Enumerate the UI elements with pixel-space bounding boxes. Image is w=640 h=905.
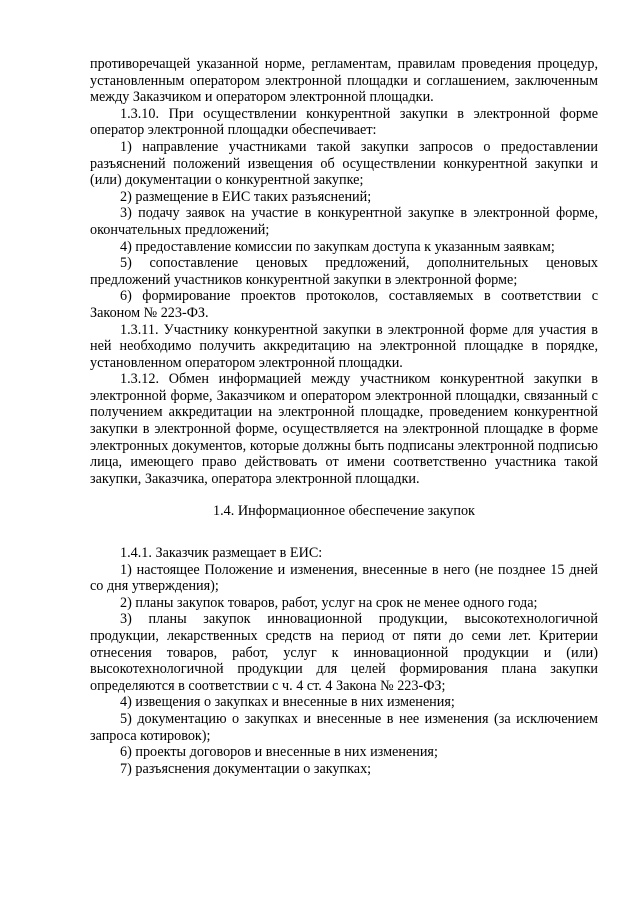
- document-page: [90, 56, 598, 777]
- clause-1-4-1: 1.4.1. Заказчик размещает в ЕИС:: [120, 545, 323, 562]
- section-list-item-3: 3) планы закупок инновационной продукции, высокотехнологичной продукции, лекарственных средств на период от пяти до семи лет. Критерии отнесения товаров, работ, услуг к инновационной продукции и (или) высокотехнологичной продукции для целей формирования плана закупки определяются в соответствии с ч. 4 ст. 4 Закона № 223-ФЗ;: [90, 611, 598, 694]
- section-list-item-5: 5) документацию о закупках и внесенные в нее изменения (за исключением запроса котировок);: [90, 710, 598, 744]
- list-item-3: 3) подачу заявок на участие в конкурентной закупке в электронной форме, окончательных предложений;: [90, 205, 598, 238]
- paragraph-continuation: противоречащей указанной норме, регламентам, правилам проведения процедур, установленным оператором электронной площадки и соглашением, заключенным между Заказчиком и оператором электронной площадки.: [90, 56, 598, 106]
- clause-1-3-11: 1.3.11. Участнику конкурентной закупки в электронной форме для участия в ней необходимо получить аккредитацию на электронной площадке в порядке, установленном оператором электронной площадки.: [90, 321, 598, 371]
- clause-1-3-10: 1.3.10. При осуществлении конкурентной закупки в электронной форме оператор электронной площадки обеспечивает:: [90, 105, 598, 139]
- list-item-2: 2) размещение в ЕИС таких разъяснений;: [120, 188, 372, 205]
- section-list-item-1: 1) настоящее Положение и изменения, внесенные в него (не позднее 15 дней со дня утверждения);: [90, 561, 598, 595]
- section-heading: 1.4. Информационное обеспечение закупок: [213, 503, 475, 520]
- section-list-item-2: 2) планы закупок товаров, работ, услуг на срок не менее одного года;: [120, 594, 538, 611]
- list-item-1: 1) направление участниками такой закупки запросов о предоставлении разъяснений положений извещения об осуществлении конкурентной закупки и (или) документации о конкурентной закупке;: [90, 138, 598, 189]
- section-list-item-4: 4) извещения о закупках и внесенные в них изменения;: [120, 694, 455, 711]
- list-item-5: 5) сопоставление ценовых предложений, дополнительных ценовых предложений участников конкурентной закупки в электронной форме;: [90, 255, 598, 288]
- clause-1-3-12: 1.3.12. Обмен информацией между участником конкурентной закупки в электронной форме, Заказчиком и оператором электронной площадки, связанный с получением аккредитации на электронной площадке, проведением конкурентной закупки в электронной форме, осуществляется на электронной площадке в форме электронных документов, которые должны быть подписаны электронной подписью лица, имеющего право действовать от имени соответственно участника такой закупки, Заказчика, оператора электронной площадки.: [90, 371, 598, 487]
- section-list-item-7: 7) разъяснения документации о закупках;: [120, 760, 372, 777]
- list-item-4: 4) предоставление комиссии по закупкам доступа к указанным заявкам;: [120, 238, 555, 255]
- list-item-6: 6) формирование проектов протоколов, составляемых в соответствии с Законом № 223-ФЗ.: [90, 288, 598, 321]
- section-list-item-6: 6) проекты договоров и внесенные в них изменения;: [120, 744, 438, 761]
